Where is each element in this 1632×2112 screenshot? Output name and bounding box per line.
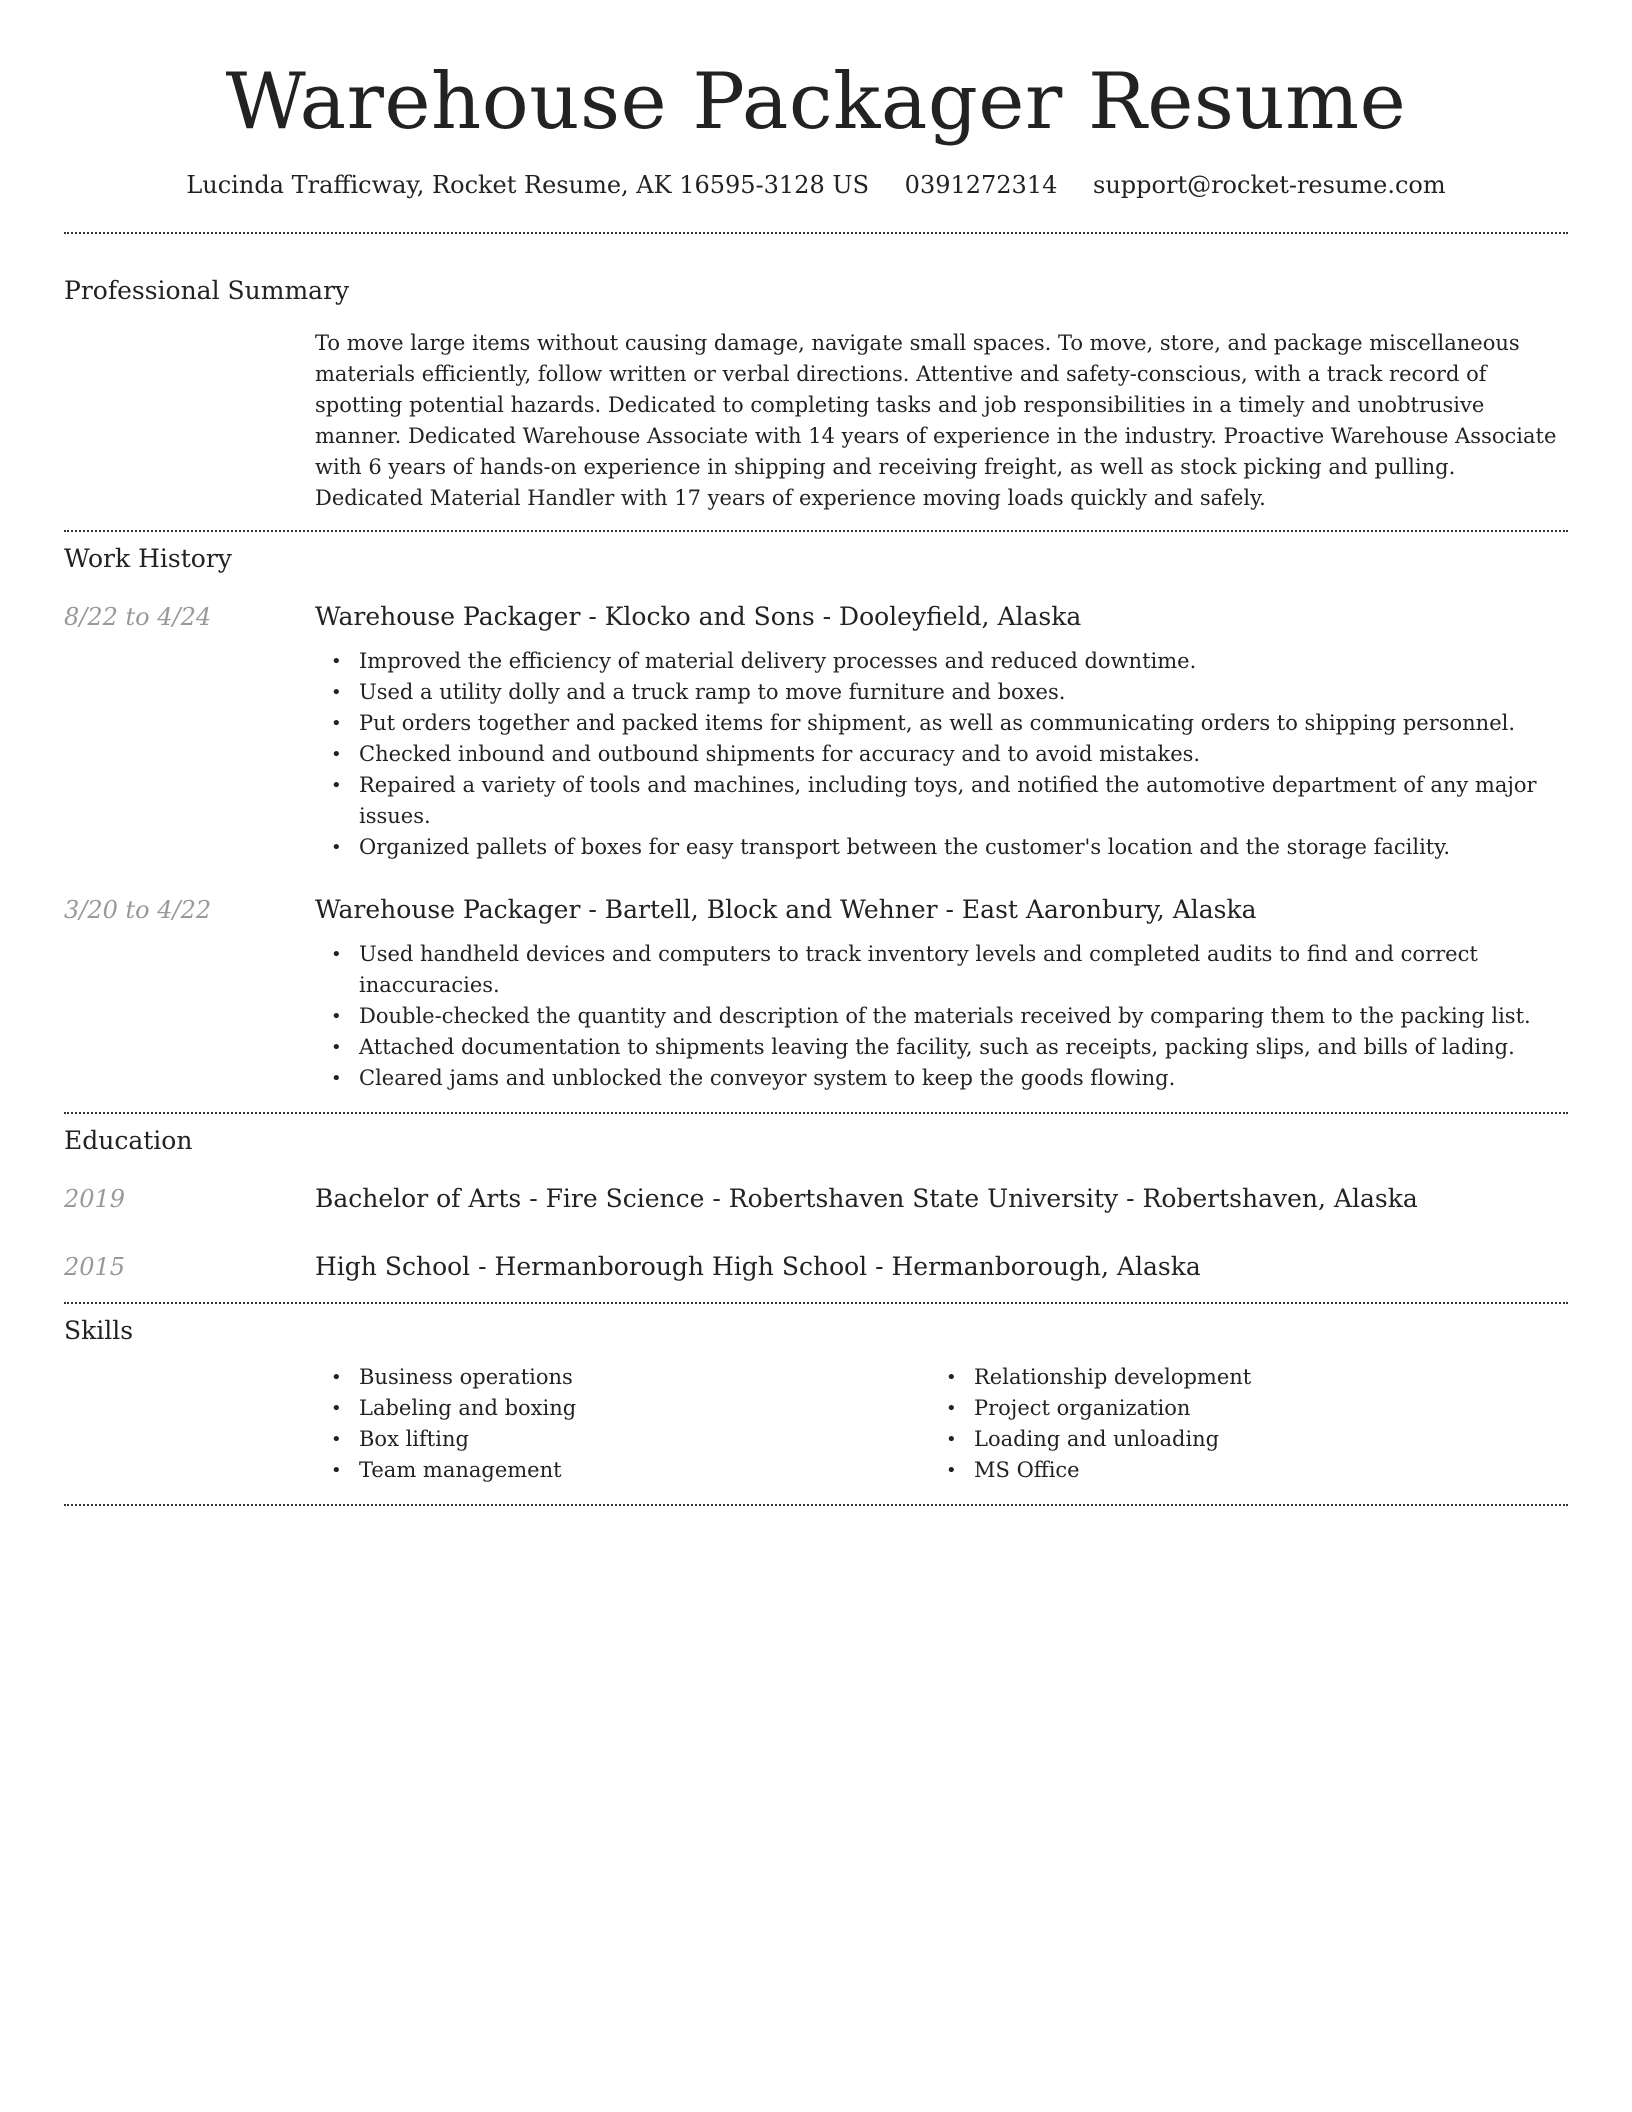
education-section — [64, 1124, 1568, 1284]
job-entry — [64, 600, 1568, 863]
education-entry — [64, 1250, 1568, 1284]
divider — [64, 1302, 1568, 1304]
job-dates: 8/22 to 4/24 — [64, 603, 212, 631]
contact-phone: 0391272314 — [904, 171, 1058, 199]
education-year: 2019 — [64, 1185, 126, 1213]
education-title: Bachelor of Arts - Fire Science - Robertshaven State University - Robertshaven, Alaska — [315, 1184, 1418, 1213]
work-heading: Work History — [64, 544, 232, 573]
list-item: • Repaired a variety of tools and machines, including toys, and notified the automotive department of any major issues. — [315, 770, 1568, 832]
job-bullets — [315, 939, 1568, 1094]
skill-item: • Labeling and boxing — [315, 1393, 930, 1424]
divider — [64, 232, 1568, 234]
summary-section — [64, 274, 1568, 514]
work-section — [64, 542, 1568, 1094]
list-item: • Used handheld devices and computers to track inventory levels and completed audits to find and correct inaccuracies. — [315, 939, 1568, 1001]
education-heading: Education — [64, 1126, 193, 1155]
job-title: Warehouse Packager - Bartell, Block and Wehner - East Aaronbury, Alaska — [315, 895, 1257, 924]
list-item: • Used a utility dolly and a truck ramp to move furniture and boxes. — [315, 677, 1568, 708]
list-item: • Improved the efficiency of material delivery processes and reduced downtime. — [315, 646, 1568, 677]
job-entry — [64, 893, 1568, 1094]
contact-address: Lucinda Trafficway, Rocket Resume, AK 16595-3128 US — [186, 171, 870, 199]
education-year: 2015 — [64, 1253, 126, 1281]
skills-spacer — [64, 1362, 315, 1486]
divider — [64, 1112, 1568, 1114]
skill-item: • Relationship development — [930, 1362, 1545, 1393]
job-title: Warehouse Packager - Klocko and Sons - Dooleyfield, Alaska — [315, 602, 1082, 631]
list-item: • Attached documentation to shipments leaving the facility, such as receipts, packing slips, and bills of lading. — [315, 1032, 1568, 1063]
list-item: • Checked inbound and outbound shipments for accuracy and to avoid mistakes. — [315, 739, 1568, 770]
skill-item: • Loading and unloading — [930, 1424, 1545, 1455]
summary-spacer — [64, 328, 315, 514]
resume-title: Warehouse Packager Resume — [225, 57, 1407, 147]
summary-heading: Professional Summary — [64, 276, 350, 305]
summary-text: To move large items without causing damage, navigate small spaces. To move, store, and package miscellaneous materials efficiently, follow written or verbal directions. Attentive and safety-conscious, with a track record of spotting potential hazards. Dedicated to completing tasks and job responsibilities in a timely and unobtrusive manner. Dedicated Warehouse Associate with 14 years of experience in the industry. Proactive Warehouse Associate with 6 years of hands-on experience in shipping and receiving freight, as well as stock picking and pulling. Dedicated Material Handler with 17 years of experience moving loads quickly and safely. — [315, 331, 1557, 510]
education-entry — [64, 1182, 1568, 1216]
skill-item: • Business operations — [315, 1362, 930, 1393]
skill-item: • Team management — [315, 1455, 930, 1486]
skills-section — [64, 1314, 1568, 1486]
skills-list-right — [930, 1362, 1545, 1486]
job-bullets — [315, 646, 1568, 863]
list-item: • Cleared jams and unblocked the conveyor system to keep the goods flowing. — [315, 1063, 1568, 1094]
skills-list-left — [315, 1362, 930, 1486]
list-item: • Double-checked the quantity and description of the materials received by comparing them to the packing list. — [315, 1001, 1568, 1032]
skill-item: • Box lifting — [315, 1424, 930, 1455]
divider — [64, 530, 1568, 532]
education-title: High School - Hermanborough High School - Hermanborough, Alaska — [315, 1252, 1201, 1281]
list-item: • Put orders together and packed items for shipment, as well as communicating orders to shipping personnel. — [315, 708, 1568, 739]
skill-item: • MS Office — [930, 1455, 1545, 1486]
contact-line — [64, 168, 1568, 202]
skills-heading: Skills — [64, 1316, 134, 1345]
job-dates: 3/20 to 4/22 — [64, 896, 212, 924]
list-item: • Organized pallets of boxes for easy transport between the customer's location and the storage facility. — [315, 832, 1568, 863]
resume-page — [64, 0, 1568, 1506]
skill-item: • Project organization — [930, 1393, 1545, 1424]
contact-email: support@rocket-resume.com — [1093, 171, 1446, 199]
divider — [64, 1504, 1568, 1506]
